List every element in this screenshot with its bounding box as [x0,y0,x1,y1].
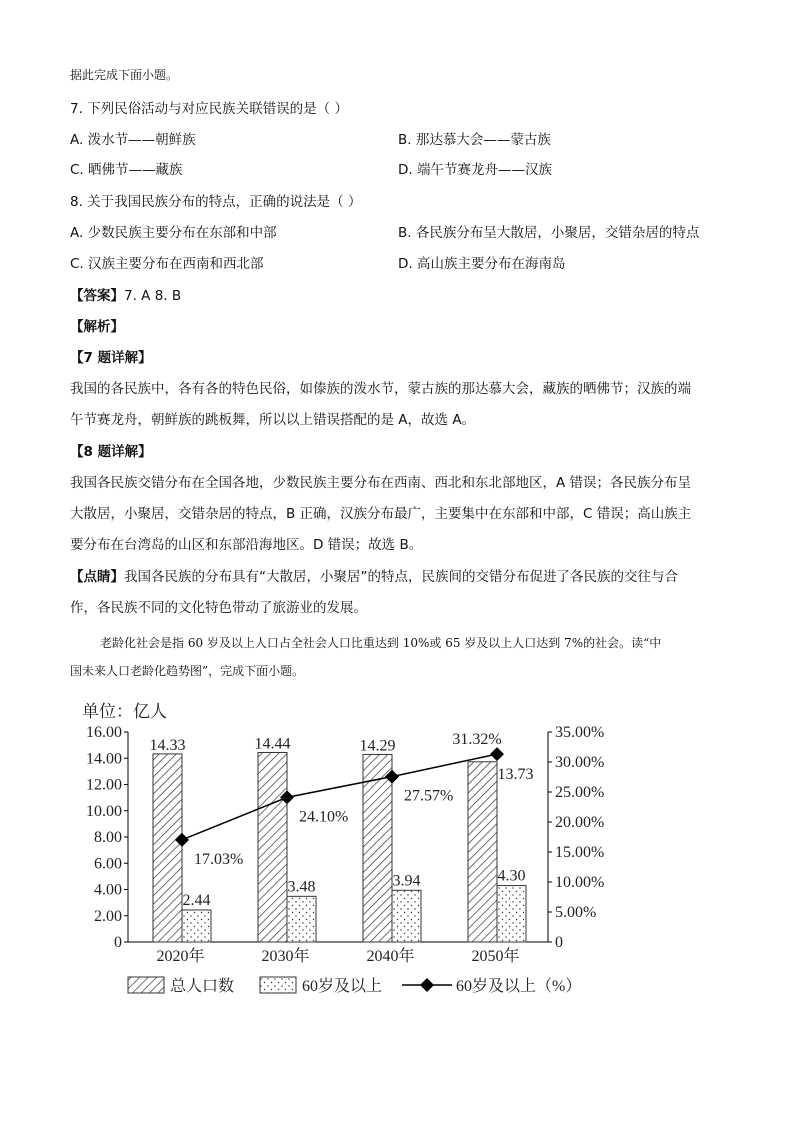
tip-row [70,567,678,587]
data-label-60-plus: 2.44 [182,891,211,909]
q7-stem: 7. 下列民俗活动与对应民族关联错误的是（ ） [70,101,348,117]
data-label-60-plus: 3.94 [392,872,421,890]
intro2-line: 国未来人口老龄化趋势图”，完成下面小题。 [70,664,305,678]
legend-label-60-plus: 60岁及以上 [302,978,383,995]
y-tick-label: 0 [114,934,122,951]
d7-label: 【7 题详解】 [70,350,152,366]
intro2-line: 老龄化社会是指 60 岁及以上人口占全社会人口比重达到 10%或 65 岁及以上人口达到 7%的社会。读“中 [100,636,662,650]
chart-legend [128,977,581,995]
bar-60-plus [182,910,211,942]
answer-label: 【答案】 [70,288,124,304]
y-tick-label: 2.00 [94,907,122,925]
y2-tick-label: 35.00% [555,724,605,741]
bar-total-population [153,754,182,942]
y2-tick-label: 0 [555,934,563,951]
q7-option-a: A. 泼水节——朝鲜族 [70,132,196,148]
plot-area [86,724,604,965]
bar-total-population [258,752,287,942]
data-label-percent: 31.32% [452,731,502,749]
d8-line: 我国各民族交错分布在全国各地，少数民族主要分布在西南、西北和东北部地区，A 错误；各民族分布呈 [70,475,692,491]
d8-line: 大散居，小聚居，交错杂居的特点，B 正确，汉族分布最广，主要集中在东部和中部，C 错误；高山族主 [70,506,692,522]
bar-total-population [363,754,392,942]
bar-60-plus [497,886,526,942]
legend-swatch-total [128,977,164,993]
answer-text: 7. A 8. B [124,288,182,304]
q7-option-b: B. 那达慕大会——蒙古族 [398,132,551,148]
bar-60-plus [287,896,316,942]
data-label-60-plus: 4.30 [497,867,526,885]
data-label-percent: 17.03% [194,850,244,868]
d7-line: 我国的各民族中，各有各的特色民俗，如傣族的泼水节，蒙古族的那达慕大会，藏族的晒佛节；汉族的端 [70,381,691,397]
intro-line: 据此完成下面小题。 [70,68,179,82]
x-tick-label: 2020年 [156,948,205,965]
y-tick-label: 6.00 [94,855,122,873]
data-label-percent: 24.10% [299,808,349,826]
q7-option-c: C. 晒佛节——藏族 [70,162,183,178]
q8-stem: 8. 关于我国民族分布的特点，正确的说法是（ ） [70,194,362,210]
y-tick-label: 4.00 [94,881,122,899]
x-tick-label: 2030年 [261,948,310,965]
d8-line: 要分布在台湾岛的山区和东部沿海地区。D 错误；故选 B。 [70,537,423,553]
y-tick-label: 14.00 [86,750,122,768]
y-tick-label: 12.00 [86,776,122,794]
aging-trend-chart [70,690,630,1010]
q8-option-b: B. 各民族分布呈大散居，小聚居，交错杂居的特点 [398,225,700,241]
x-tick-label: 2040年 [366,948,415,965]
y2-tick-label: 20.00% [555,814,605,831]
bar-60-plus [392,890,421,942]
answer-row [70,286,181,306]
q8-option-c: C. 汉族主要分布在西南和西北部 [70,256,264,272]
y2-tick-label: 10.00% [555,874,605,891]
intro-text [70,65,178,85]
analysis-label: 【解析】 [70,319,124,335]
legend-swatch-marker [420,978,434,992]
q8-option-a: A. 少数民族主要分布在东部和中部 [70,225,277,241]
data-label-total: 14.33 [149,736,186,754]
bar-total-population [468,762,497,942]
q8-option-d: D. 高山族主要分布在海南岛 [398,256,566,272]
x-tick-label: 2050年 [471,948,520,965]
legend-label-percent: 60岁及以上（%） [456,978,582,995]
tip-label: 【点睛】 [70,569,124,585]
d8-label: 【8 题详解】 [70,444,152,460]
y2-tick-label: 30.00% [555,754,605,771]
data-label-total: 14.29 [359,737,396,755]
chart-unit-label: 单位：亿人 [82,702,167,721]
data-label-60-plus: 3.48 [287,878,316,896]
data-label-percent: 27.57% [404,787,454,805]
y-tick-label: 8.00 [94,829,122,846]
line-point-marker [490,747,504,761]
legend-label-total: 总人口数 [170,978,235,995]
data-label-total: 14.44 [254,735,291,753]
y-tick-label: 16.00 [86,724,122,741]
q7-option-d: D. 端午节赛龙舟——汉族 [398,162,552,178]
y-tick-label: 10.00 [86,802,122,820]
legend-swatch-60-plus [260,977,296,993]
tip-line: 作，各民族不同的文化特色带动了旅游业的发展。 [70,600,367,616]
d7-line: 午节赛龙舟，朝鲜族的跳板舞，所以以上错误搭配的是 A，故选 A。 [70,412,476,428]
y2-tick-label: 25.00% [555,784,605,801]
y2-tick-label: 5.00% [555,904,597,921]
y2-tick-label: 15.00% [555,844,605,861]
tip-line: 我国各民族的分布具有“大散居，小聚居”的特点，民族间的交错分布促进了各民族的交往与合 [124,569,678,585]
data-label-total: 13.73 [497,765,534,783]
